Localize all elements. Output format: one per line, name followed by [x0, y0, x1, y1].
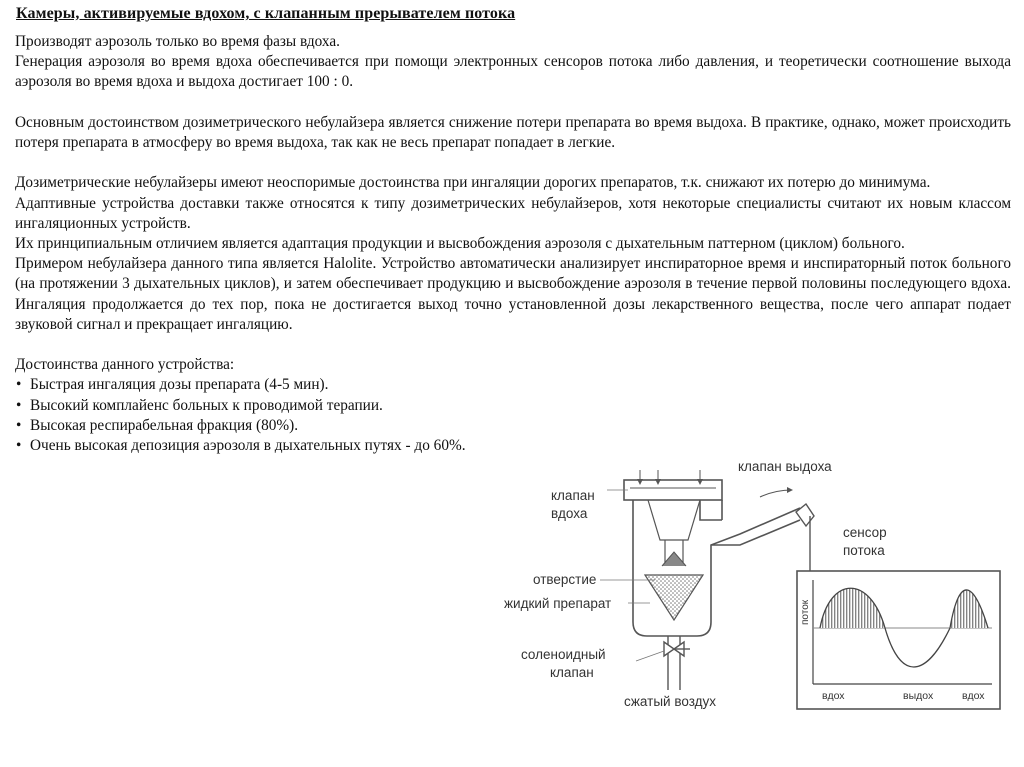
graph-x-tick: вдох	[962, 690, 985, 702]
paragraph: Основным достоинством дозиметрического небулайзера является снижение потери препарата во время выдоха. В практике, однако, может происходить потеря препарата в атмосферу во время выдоха, так как не весь препарат попадает в легкие.	[15, 113, 1011, 151]
list-item: • Высокая респирабельная фракция (80%).	[15, 416, 1011, 436]
paragraph: Дозиметрические небулайзеры имеют неоспоримые достоинства при ингаляции дорогих препаратов, т.к. снижают их потерю до минимума.	[15, 174, 931, 192]
slide-title: Камеры, активируемые вдохом, с клапанным прерывателем потока	[16, 5, 516, 22]
graph-ylabel: поток	[800, 599, 811, 625]
label-flow-sensor: сенсор	[843, 525, 887, 540]
paragraph: Их принципиальным отличием является адаптация продукции и высвобождения аэрозоля с дыхательным паттерном (циклом) больного.	[15, 235, 905, 252]
paragraph: Производят аэрозоль только во время фазы вдоха.	[15, 33, 340, 50]
label-liquid: жидкий препарат	[504, 596, 612, 611]
label-inhale-valve: вдоха	[551, 506, 588, 521]
paragraph: Генерация аэрозоля во время вдоха обеспечивается при помощи электронных сенсоров потока либо давления, и теоретически соотношение выхода аэрозоля во время вдоха и выдоха достигает 100 : 0.	[15, 53, 1011, 91]
baffle	[648, 500, 700, 540]
label-exhale-valve: клапан выдоха	[738, 459, 832, 474]
flow-graph	[797, 571, 1000, 709]
paragraph: Адаптивные устройства доставки также относятся к типу дозиметрических небулайзеров, хотя некоторые специалисты считают их новым классом ингаляционных устройств.	[15, 194, 1011, 232]
label-solenoid: соленоидный	[521, 647, 606, 662]
label-inhale-valve: клапан	[551, 488, 595, 503]
label-flow-sensor: потока	[843, 543, 885, 558]
paragraph: Примером небулайзера данного типа является Halolite. Устройство автоматически анализирует инспираторное время и инспираторный поток больного (на протяжении 3 дыхательных циклов), и затем обеспечивает продукцию и высвобождение аэрозоля в течение первой половины последующего вдоха. Ингаляция продолжается до тех пор, пока не достигается выход точно установленной дозы лекарственного вещества, после чего аппарат подает звуковой сигнал и прекращает ингаляцию.	[15, 255, 1011, 333]
label-orifice: отверстие	[533, 572, 597, 587]
label-compressed-air: сжатый воздух	[624, 694, 716, 709]
nebulizer-device	[624, 480, 814, 690]
label-solenoid: клапан	[550, 665, 594, 680]
liquid-reservoir	[645, 575, 703, 620]
advantages-heading: Достоинства данного устройства:	[15, 356, 235, 374]
graph-x-tick: выдох	[903, 690, 934, 702]
list-item: • Очень высокая депозиция аэрозоля в дыхательных путях - до 60%.	[15, 436, 1011, 456]
graph-x-tick: вдох	[822, 690, 845, 702]
sensor-block	[796, 504, 814, 526]
list-item: • Быстрая ингаляция дозы препарата (4-5 мин).	[15, 375, 1011, 395]
inhale-valve-cap	[624, 480, 722, 500]
list-item: • Высокий комплайенс больных к проводимой терапии.	[15, 396, 1011, 416]
